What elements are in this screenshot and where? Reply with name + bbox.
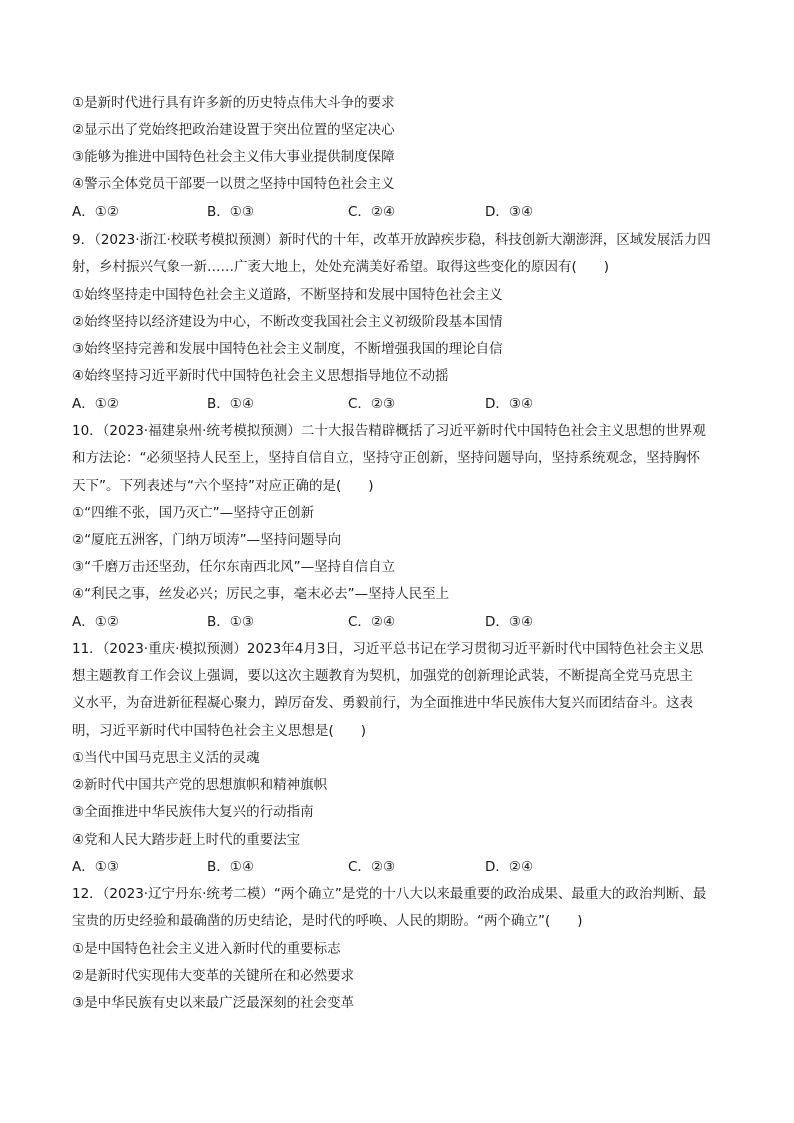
q8-option-a: A．①② [72, 204, 119, 220]
q8-option-d: D．③④ [485, 204, 534, 220]
q11-option-d: D．②④ [485, 859, 534, 875]
q9-option-c: C．②③ [348, 396, 396, 412]
q9-statement-3: ③始终坚持完善和发展中国特色社会主义制度，不断增强我国的理论自信 [72, 341, 503, 357]
q8-options [72, 202, 732, 222]
q9-option-a: A．①② [72, 396, 119, 412]
q11-statement-3: ③全面推进中华民族伟大复兴的行动指南 [72, 804, 314, 820]
q8-option-c: C．②④ [348, 204, 396, 220]
q10-stem-line-1: 10．（2023·福建泉州·统考模拟预测）二十大报告精辟概括了习近平新时代中国特色社会主义思想的世界观 [72, 423, 706, 439]
q11-stem-line-4: 明，习近平新时代中国特色社会主义思想是( ) [72, 723, 367, 739]
q10-options [72, 612, 732, 632]
q10-statement-3: ③“千磨万击还坚劲，任尔东南西北风”—坚持自信自立 [72, 559, 396, 575]
q10-statement-1: ①“四维不张，国乃灭亡”—坚持守正创新 [72, 505, 315, 521]
q8-option-b: B．①③ [207, 204, 254, 220]
q12-statement-3: ③是中华民族有史以来最广泛最深刻的社会变革 [72, 995, 355, 1011]
q12-statement-1: ①是中国特色社会主义进入新时代的重要标志 [72, 941, 341, 957]
q11-option-b: B．①④ [207, 859, 254, 875]
q10-option-c: C．②④ [348, 614, 396, 630]
q10-statement-4: ④“利民之事，丝发必兴；厉民之事，毫末必去”—坚持人民至上 [72, 586, 450, 602]
q11-options [72, 857, 732, 877]
q11-statement-1: ①当代中国马克思主义活的灵魂 [72, 750, 260, 766]
q9-statement-4: ④始终坚持习近平新时代中国特色社会主义思想指导地位不动摇 [72, 368, 449, 384]
q9-stem-line-1: 9．（2023·浙江·校联考模拟预测）新时代的十年，改革开放踔疾步稳，科技创新大潮澎湃，区域发展活力四 [72, 232, 711, 248]
q10-option-b: B．①③ [207, 614, 254, 630]
q11-statement-4: ④党和人民大踏步赶上时代的重要法宝 [72, 832, 301, 848]
q9-option-b: B．①④ [207, 396, 254, 412]
q8-statement-4: ④警示全体党员干部要一以贯之坚持中国特色社会主义 [72, 176, 395, 192]
q10-option-d: D．③④ [485, 614, 534, 630]
q10-stem-line-3: 天下”。下列表述与“六个坚持”对应正确的是( ) [72, 478, 374, 494]
q9-statement-1: ①始终坚持走中国特色社会主义道路，不断坚持和发展中国特色社会主义 [72, 287, 503, 303]
q9-statement-2: ②始终坚持以经济建设为中心，不断改变我国社会主义初级阶段基本国情 [72, 314, 503, 330]
q11-option-c: C．②③ [348, 859, 396, 875]
q11-stem-line-3: 义水平，为奋进新征程凝心聚力，踔厉奋发、勇毅前行，为全面推进中华民族伟大复兴而团结奋斗。这表 [72, 695, 693, 711]
q12-statement-2: ②是新时代实现伟大变革的关键所在和必然要求 [72, 968, 355, 984]
q11-statement-2: ②新时代中国共产党的思想旗帜和精神旗帜 [72, 777, 328, 793]
q9-options [72, 394, 732, 414]
q9-option-d: D．③④ [485, 396, 534, 412]
q8-statement-2: ②显示出了党始终把政治建设置于突出位置的坚定决心 [72, 122, 395, 138]
q10-stem-line-2: 和方法论：“必须坚持人民至上，坚持自信自立，坚持守正创新，坚持问题导向，坚持系统观念，坚持胸怀 [72, 450, 700, 466]
q12-stem-line-2: 宝贵的历史经验和最确凿的历史结论，是时代的呼唤、人民的期盼。“两个确立”( ) [72, 913, 583, 929]
q8-statement-1: ①是新时代进行具有许多新的历史特点伟大斗争的要求 [72, 95, 395, 111]
q12-stem-line-1: 12．（2023·辽宁丹东·统考二模）“两个确立”是党的十八大以来最重要的政治成果、最重大的政治判断、最 [72, 886, 707, 902]
q10-option-a: A．①② [72, 614, 119, 630]
q11-option-a: A．①③ [72, 859, 119, 875]
q10-statement-2: ②“厦庇五洲客，门纳万顷涛”—坚持问题导向 [72, 532, 342, 548]
q8-statement-3: ③能够为推进中国特色社会主义伟大事业提供制度保障 [72, 149, 395, 165]
q11-stem-line-2: 想主题教育工作会议上强调，要以这次主题教育为契机，加强党的创新理论武装，不断提高全党马克思主 [72, 668, 693, 684]
q9-stem-line-2: 射，乡村振兴气象一新……广袤大地上，处处充满美好希望。取得这些变化的原因有( ) [72, 259, 610, 275]
q11-stem-line-1: 11．（2023·重庆·模拟预测）2023年4月3日，习近平总书记在学习贯彻习近平新时代中国特色社会主义思 [72, 641, 704, 657]
